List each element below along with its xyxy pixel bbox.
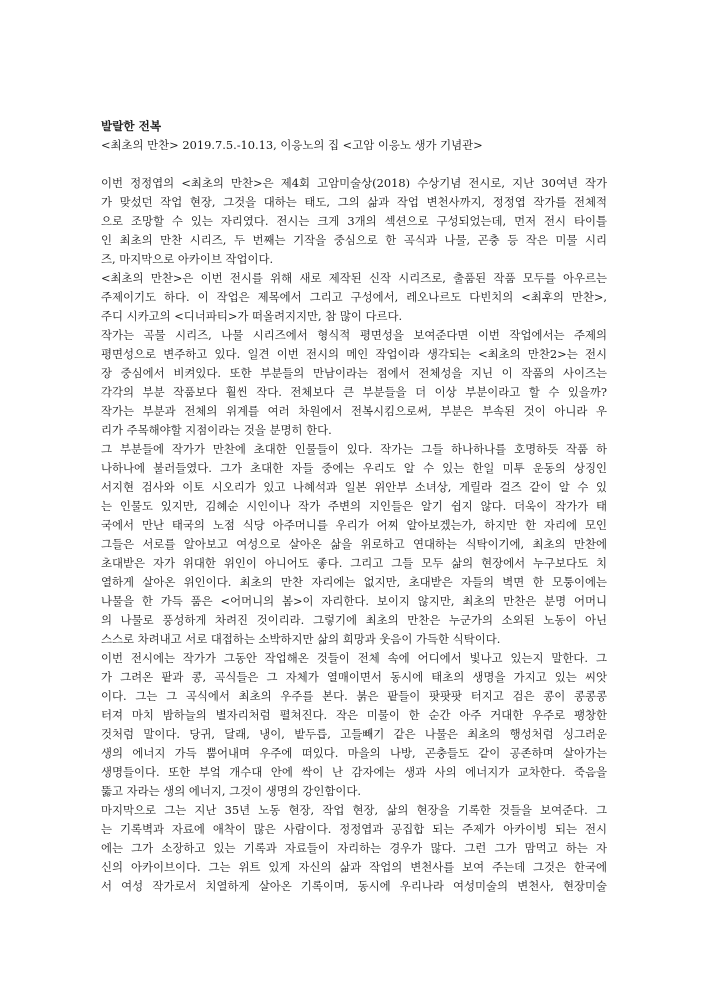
text-line: 국에서 만난 태국의 노점 식당 아주머니를 우리가 어찌 알아보겠는가, 하지만 한 자리에 모인	[101, 518, 607, 532]
text-line: 주제이기도 하다. 이 작업은 제목에서 그리고 구성에서, 레오나르도 다빈치의 <최후의 만찬>,	[101, 290, 607, 304]
text-line: 즈, 마지막으로 아카이브 작업이다.	[101, 252, 274, 266]
text-line: 그 부분들에 작가가 만찬에 초대한 인물들이 있다. 작가는 그들 하나하나를 호명하듯 작품 하	[101, 442, 607, 456]
text-line: <최초의 만찬>은 이번 전시를 위해 새로 제작된 신작 시리즈로, 출품된 작품 모두를 아우르는	[101, 271, 607, 285]
paragraph-spacer	[101, 155, 607, 174]
text-line: 는 인물도 있지만, 김혜순 시인이나 작가 주변의 지인들은 알기 쉽지 않다. 더욱이 작가가 태	[101, 499, 607, 513]
text-line: 에는 그가 소장하고 있는 기록과 자료들이 자리하는 경우가 많다. 그런 그가 맘먹고 하는 자	[101, 841, 607, 855]
text-line: 나물을 한 가득 품은 <어머니의 봄>이 자리한다. 보이지 않지만, 최초의 만찬은 분명 어머니	[101, 594, 607, 608]
text-line: 장 중심에서 비켜있다. 또한 부분들의 만남이라는 점에서 전체성을 지닌 이 작품의 사이즈는	[101, 366, 607, 380]
text-line: 것처럼 말이다. 당귀, 달래, 냉이, 밭두릅, 고들빼기 같은 나물은 최초의 행성처럼 싱그러운	[101, 727, 607, 741]
text-line: 는 기록벽과 자료에 애착이 많은 사람이다. 정정엽과 공집합 되는 주제가 아카이빙 되는 전시	[101, 822, 607, 836]
document-subtitle: <최초의 만찬> 2019.7.5.-10.13, 이응노의 집 <고암 이응노 생가 기념관>	[101, 138, 483, 152]
text-line: 이번 전시에는 작가가 그동안 작업해온 것들이 전체 속에 어디에서 빛나고 있는지 말한다. 그	[101, 651, 607, 665]
text-line: 마지막으로 그는 지난 35년 노동 현장, 작업 현장, 삶의 현장을 기록한 것들을 보여준다. 그	[101, 803, 607, 817]
document-title: 발랄한 전복	[101, 119, 162, 133]
text-line: 열하게 살아온 위인이다. 최초의 만찬 자리에는 없지만, 초대받은 자들의 벽면 한 모퉁이에는	[101, 575, 607, 589]
text-line: 주디 시카고의 <디너파티>가 떠올려지지만, 참 많이 다르다.	[101, 309, 403, 323]
text-line: 신의 아카이브이다. 그는 위트 있게 자신의 삶과 작업의 변천사를 보여 주는데 그것은 한국에	[101, 860, 607, 874]
text-line: 작가는 곡물 시리즈, 나물 시리즈에서 형식적 평면성을 보여준다면 이번 작업에서는 주제의	[101, 328, 607, 342]
document-text	[101, 174, 607, 896]
text-line: 이번 정정엽의 <최초의 만찬>은 제4회 고암미술상(2018) 수상기념 전시로, 지난 30여년 작가	[101, 176, 607, 190]
text-line: 각각의 부분 작품보다 훨씬 작다. 전체보다 큰 부분들을 더 이상 부분이라고 할 수 있을까?	[101, 385, 607, 399]
text-line: 생의 에너지 가득 뿜어내며 우주에 떠있다. 마을의 나방, 곤충들도 같이 공존하며 살아가는	[101, 746, 607, 760]
text-line: 나하나에 불러들였다. 그가 초대한 자들 중에는 우리도 알 수 있는 한일 미투 운동의 상징인	[101, 461, 607, 475]
text-line: 서 여성 작가로서 치열하게 살아온 기록이며, 동시에 우리나라 여성미술의 변천사, 현장미술	[101, 879, 607, 893]
text-line: 초대받은 자가 위대한 위인이 아니어도 좋다. 그리고 그들 모두 삶의 현장에서 누구보다도 치	[101, 556, 607, 570]
text-line: 작가는 부분과 전체의 위계를 여러 차원에서 전복시킴으로써, 부분은 부속된 것이 아니라 우	[101, 404, 607, 418]
text-line: 의 나물로 풍성하게 차려진 것이리라. 그렇기에 최초의 만찬은 누군가의 소외된 노동이 아닌	[101, 613, 607, 627]
text-line: 으로 조망할 수 있는 자리였다. 전시는 크게 3개의 섹션으로 구성되었는데, 먼저 전시 타이틀	[101, 214, 607, 228]
text-line: 가 그려온 팥과 콩, 곡식들은 그 자체가 열매이면서 동시에 태초의 생명을 가지고 있는 씨앗	[101, 670, 607, 684]
text-line: 뚫고 자라는 생의 에너지, 그것이 생명의 강인함이다.	[101, 784, 362, 798]
text-line: 그들은 서로를 알아보고 여성으로 살아온 삶을 위로하고 연대하는 식탁이기에, 최초의 만찬에	[101, 537, 607, 551]
text-line: 서지현 검사와 이토 시오리가 있고 나혜석과 일본 위안부 소녀상, 게릴라 걸즈 같이 알 수 있	[101, 480, 607, 494]
document-body	[101, 117, 607, 896]
text-line: 스스로 차려내고 서로 대접하는 소박하지만 삶의 희망과 웃음이 가득한 식탁이다.	[101, 632, 501, 646]
text-line: 가 맞섰던 작업 현장, 그것을 대하는 태도, 그의 삶과 작업 변천사까지, 정정엽 작가를 전체적	[101, 195, 607, 209]
text-line: 리가 주목해야할 지점이라는 것을 분명히 한다.	[101, 423, 332, 437]
text-line: 평면성으로 변주하고 있다. 일견 이번 전시의 메인 작업이라 생각되는 <최초의 만찬2>는 전시	[101, 347, 607, 361]
text-line: 인 최초의 만찬 시리즈, 두 번째는 기작을 중심으로 한 곡식과 나물, 곤충 등 작은 미물 시리	[101, 233, 607, 247]
text-line: 터져 마치 밤하늘의 별자리처럼 펼쳐진다. 작은 미물이 한 순간 아주 거대한 우주로 팽창한	[101, 708, 607, 722]
text-line: 생명들이다. 또한 부엌 개수대 안에 싹이 난 감자에는 생과 사의 에너지가 교차한다. 죽음을	[101, 765, 607, 779]
text-line: 이다. 그는 그 곡식에서 최초의 우주를 본다. 붉은 팥들이 팟팟팟 터지고 검은 콩이 콩콩콩	[101, 689, 607, 703]
